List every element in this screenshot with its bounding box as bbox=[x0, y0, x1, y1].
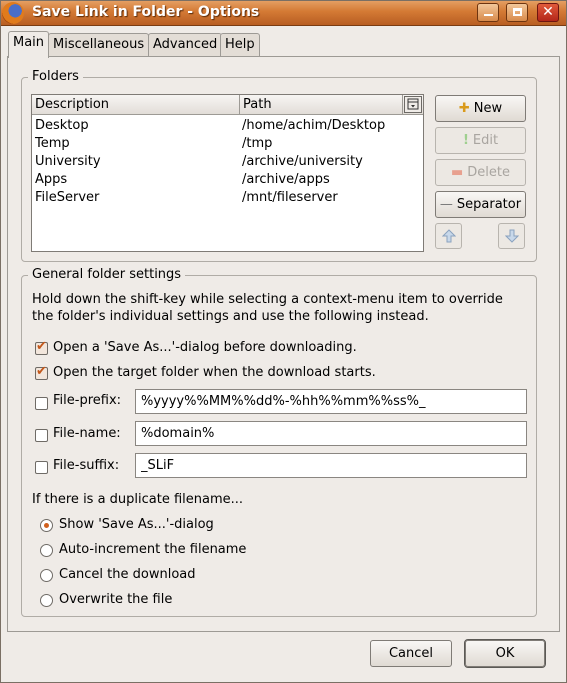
file-prefix-checkbox[interactable] bbox=[35, 397, 48, 410]
move-down-button[interactable] bbox=[498, 223, 525, 249]
move-up-button[interactable] bbox=[435, 223, 462, 249]
file-suffix-checkbox[interactable] bbox=[35, 461, 48, 474]
folder-row[interactable] bbox=[32, 135, 423, 153]
folders-group-title: Folders bbox=[28, 69, 83, 84]
maximize-button[interactable] bbox=[506, 3, 528, 22]
window-title: Save Link in Folder - Options bbox=[32, 4, 260, 20]
tab-main[interactable]: Main bbox=[8, 31, 49, 58]
folder-description: FileServer bbox=[35, 190, 100, 205]
separator-button[interactable] bbox=[435, 191, 526, 218]
folders-list-header bbox=[32, 95, 423, 115]
general-settings-title: General folder settings bbox=[28, 267, 185, 282]
column-picker-icon[interactable] bbox=[404, 96, 422, 113]
folder-row[interactable] bbox=[32, 189, 423, 207]
open-save-as-label[interactable]: Open a 'Save As...'-dialog before downloading. bbox=[53, 340, 357, 355]
open-target-folder-label[interactable]: Open the target folder when the download starts. bbox=[53, 365, 376, 380]
cancel-button[interactable]: Cancel bbox=[370, 640, 452, 667]
firefox-icon bbox=[2, 2, 24, 24]
edit-button[interactable] bbox=[435, 127, 526, 154]
folder-row[interactable] bbox=[32, 117, 423, 135]
edit-button-label: Edit bbox=[472, 133, 499, 148]
separator-button-label: Separator bbox=[456, 197, 522, 212]
folder-path: /mnt/fileserver bbox=[242, 190, 338, 205]
file-prefix-field[interactable] bbox=[135, 389, 527, 414]
folder-path: /home/achim/Desktop bbox=[242, 118, 386, 133]
column-header-description[interactable]: Description bbox=[32, 95, 240, 115]
open-target-folder-checkbox[interactable] bbox=[35, 367, 48, 380]
file-suffix-input[interactable] bbox=[141, 454, 526, 477]
new-button-label: New bbox=[473, 101, 503, 116]
folder-description: Temp bbox=[35, 136, 70, 151]
delete-button-label: Delete bbox=[467, 165, 510, 180]
file-prefix-label[interactable]: File-prefix: bbox=[53, 393, 122, 408]
folder-row[interactable] bbox=[32, 171, 423, 189]
close-button[interactable] bbox=[537, 3, 559, 22]
folder-description: Desktop bbox=[35, 118, 89, 133]
folder-path: /tmp bbox=[242, 136, 273, 151]
separator-icon: — bbox=[439, 197, 453, 212]
tab-help[interactable]: Help bbox=[220, 33, 260, 57]
title-bar[interactable] bbox=[0, 0, 567, 26]
file-name-label[interactable]: File-name: bbox=[53, 426, 121, 441]
duplicate-filename-heading: If there is a duplicate filename... bbox=[32, 492, 244, 507]
folder-description: Apps bbox=[35, 172, 68, 187]
file-suffix-label[interactable]: File-suffix: bbox=[53, 458, 120, 473]
file-suffix-field[interactable] bbox=[135, 453, 527, 478]
folder-path: /archive/university bbox=[242, 154, 363, 169]
plus-icon: ✚ bbox=[458, 101, 470, 116]
tab-miscellaneous[interactable]: Miscellaneous bbox=[48, 33, 149, 57]
folder-path: /archive/apps bbox=[242, 172, 330, 187]
maximize-icon bbox=[513, 8, 522, 16]
folder-description: University bbox=[35, 154, 101, 169]
file-prefix-input[interactable] bbox=[141, 390, 526, 413]
arrow-down-icon bbox=[505, 229, 519, 243]
duplicate-cancel-label[interactable]: Cancel the download bbox=[59, 567, 196, 582]
duplicate-auto-increment-radio[interactable] bbox=[40, 544, 53, 557]
folder-row[interactable] bbox=[32, 153, 423, 171]
column-header-path[interactable]: Path bbox=[240, 95, 403, 115]
open-save-as-checkbox[interactable] bbox=[35, 342, 48, 355]
duplicate-auto-increment-label[interactable]: Auto-increment the filename bbox=[59, 542, 247, 557]
duplicate-overwrite-radio[interactable] bbox=[40, 594, 53, 607]
duplicate-show-dialog-radio[interactable] bbox=[40, 519, 53, 532]
file-name-field[interactable] bbox=[135, 421, 527, 446]
file-name-input[interactable] bbox=[141, 422, 526, 445]
tab-advanced[interactable]: Advanced bbox=[148, 33, 222, 57]
duplicate-show-dialog-label[interactable]: Show 'Save As...'-dialog bbox=[59, 517, 214, 532]
minimize-icon bbox=[484, 14, 493, 16]
duplicate-overwrite-label[interactable]: Overwrite the file bbox=[59, 592, 173, 607]
minimize-button[interactable] bbox=[477, 3, 499, 22]
general-description-line2: the folder's individual settings and use the following instead. bbox=[32, 309, 429, 324]
new-button[interactable] bbox=[435, 95, 526, 122]
arrow-up-icon bbox=[442, 229, 456, 243]
close-icon: ✕ bbox=[542, 4, 554, 20]
duplicate-cancel-radio[interactable] bbox=[40, 569, 53, 582]
ok-button[interactable]: OK bbox=[465, 640, 545, 667]
edit-icon: ! bbox=[462, 133, 469, 148]
folders-list[interactable] bbox=[31, 94, 424, 252]
delete-button[interactable] bbox=[435, 159, 526, 186]
minus-icon: ▬ bbox=[450, 165, 464, 180]
file-name-checkbox[interactable] bbox=[35, 429, 48, 442]
general-description-line1: Hold down the shift-key while selecting a context-menu item to override bbox=[32, 292, 503, 307]
general-settings-group bbox=[21, 275, 537, 617]
